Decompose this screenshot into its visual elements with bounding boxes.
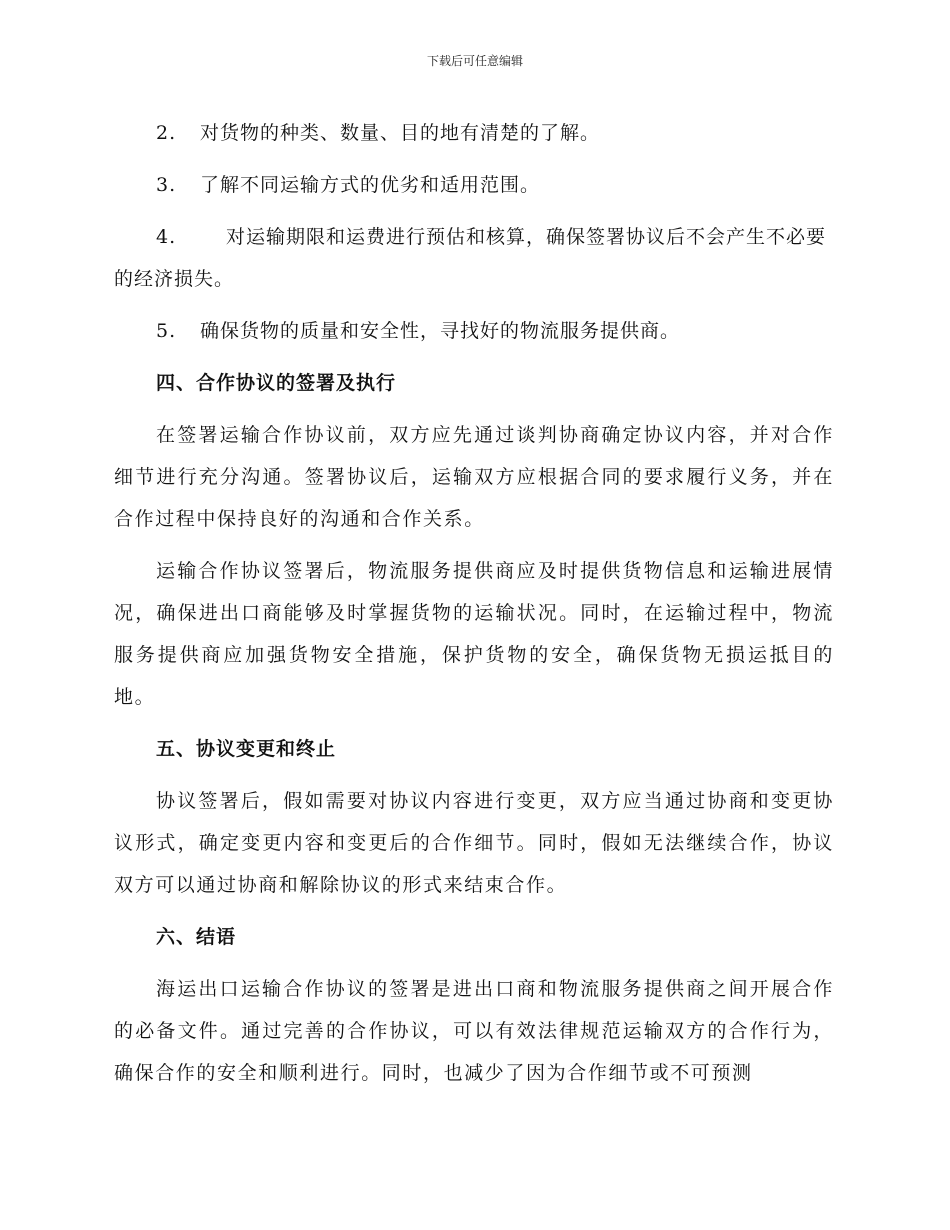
section-heading: 五、协议变更和终止 bbox=[156, 738, 337, 760]
list-item-number: 5. bbox=[156, 320, 177, 342]
paragraph: 海运出口运输合作协议的签署是进出口商和物流服务提供商之间开展合作的必备文件。通过完善的合作协议，可以有效法律规范运输双方的合作行为，确保合作的安全和顺利进行。同时，也减少了因为合作细节或不可预测 bbox=[114, 978, 834, 1084]
list-item-text: 确保货物的质量和安全性，寻找好的物流服务提供商。 bbox=[200, 320, 681, 342]
list-item-number: 4. bbox=[156, 226, 177, 248]
page-header: 下载后可任意编辑 bbox=[426, 54, 523, 68]
list-item bbox=[114, 164, 834, 206]
section-heading: 六、结语 bbox=[156, 926, 237, 948]
paragraph: 运输合作协议签署后，物流服务提供商应及时提供货物信息和运输进展情况，确保进出口商能够及时掌握货物的运输状况。同时，在运输过程中，物流服务提供商应加强货物安全措施，保护货物的安全，确保货物无损运抵目的地。 bbox=[114, 560, 834, 708]
list-item bbox=[114, 216, 834, 300]
section-heading: 四、合作协议的签署及执行 bbox=[156, 372, 397, 394]
document-body bbox=[114, 112, 834, 1104]
list-item-text: 对运输期限和运费进行预估和核算，确保签署协议后不会产生不必要的经济损失。 bbox=[114, 226, 827, 290]
list-item bbox=[114, 112, 834, 154]
list-item-number: 2. bbox=[156, 122, 177, 144]
list-item-text: 对货物的种类、数量、目的地有清楚的了解。 bbox=[200, 122, 601, 144]
list-item-number: 3. bbox=[156, 174, 177, 196]
paragraph: 在签署运输合作协议前，双方应先通过谈判协商确定协议内容，并对合作细节进行充分沟通。签署协议后，运输双方应根据合同的要求履行义务，并在合作过程中保持良好的沟通和合作关系。 bbox=[114, 424, 834, 530]
list-item bbox=[114, 310, 834, 352]
list-item-text: 了解不同运输方式的优劣和适用范围。 bbox=[200, 174, 541, 196]
paragraph: 协议签署后，假如需要对协议内容进行变更，双方应当通过协商和变更协议形式，确定变更内容和变更后的合作细节。同时，假如无法继续合作，协议双方可以通过协商和解除协议的形式来结束合作。 bbox=[114, 790, 834, 896]
